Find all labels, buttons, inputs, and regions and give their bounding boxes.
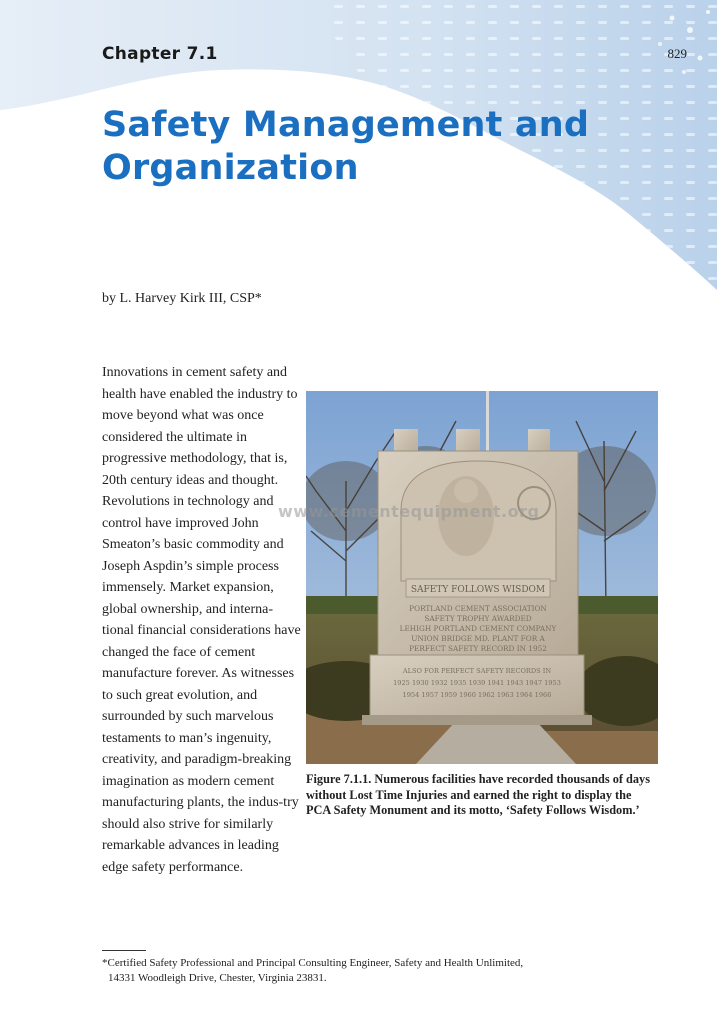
monument-inscription-line: LEHIGH PORTLAND CEMENT COMPANY (399, 624, 557, 633)
watermark-text: www.cementequipment.org (278, 502, 540, 521)
monument-inscription-line: PERFECT SAFETY RECORD IN 1952 (409, 644, 547, 653)
safety-monument-photo (306, 391, 658, 764)
title-line-1: Safety Management and (102, 105, 590, 145)
body-paragraph: Innovations in cement safety and health have enabled the industry to move beyond what was once considered the ultimate in progressive methodology, that is, 20th century ideas and thought. Revolutions in technology and control have improved John Smeaton’s basic commodity and Joseph Aspdin’s simple process immensely. Market expansion, global ownership, and interna-tional financial considerations have changed the face of cement manufacture forever. As witnesses to such great evolution, and surrounded by such marvelous testaments to man’s ingenuity, creativity, and paradigm-breaking imagination as modern cement manufacturing plants, the indus-try should also strive for similarly remarkable advances in leading edge safety performance. (102, 365, 301, 875)
figure-photo (306, 391, 658, 764)
footnote-line-1: *Certified Safety Professional and Principal Consulting Engineer, Safety and Health Unlimited, (102, 957, 524, 969)
title-line-2: Organization (102, 148, 359, 188)
chapter-label: Chapter 7.1 (102, 44, 218, 64)
page-number: 829 (667, 46, 687, 61)
monument-inscription-line: SAFETY TROPHY AWARDED (424, 614, 532, 623)
monument-base-line: 1925 1930 1932 1935 1939 1941 1943 1947 1953 (393, 679, 561, 687)
figure-caption: Figure 7.1.1. Numerous facilities have recorded thousands of days without Lost Time Injuries and earned the right to display the PCA Safety Monument and its motto, ‘Safety Follows Wisdom.’ (306, 772, 650, 817)
monument-inscription-line: UNION BRIDGE MD. PLANT FOR A (411, 634, 545, 643)
page-title (102, 104, 662, 190)
footnote-line-2: 14331 Woodleigh Drive, Chester, Virginia 23831. (108, 972, 327, 984)
monument-banner-text: SAFETY FOLLOWS WISDOM (410, 585, 546, 595)
monument-inscription-line: PORTLAND CEMENT ASSOCIATION (409, 604, 547, 613)
footnote (102, 956, 662, 986)
author-byline: by L. Harvey Kirk III, CSP* (102, 291, 262, 306)
footnote-divider (102, 950, 146, 951)
monument-base-line: 1954 1957 1959 1960 1962 1963 1964 1966 (402, 691, 552, 699)
monument-base-line: ALSO FOR PERFECT SAFETY RECORDS IN (402, 667, 552, 675)
